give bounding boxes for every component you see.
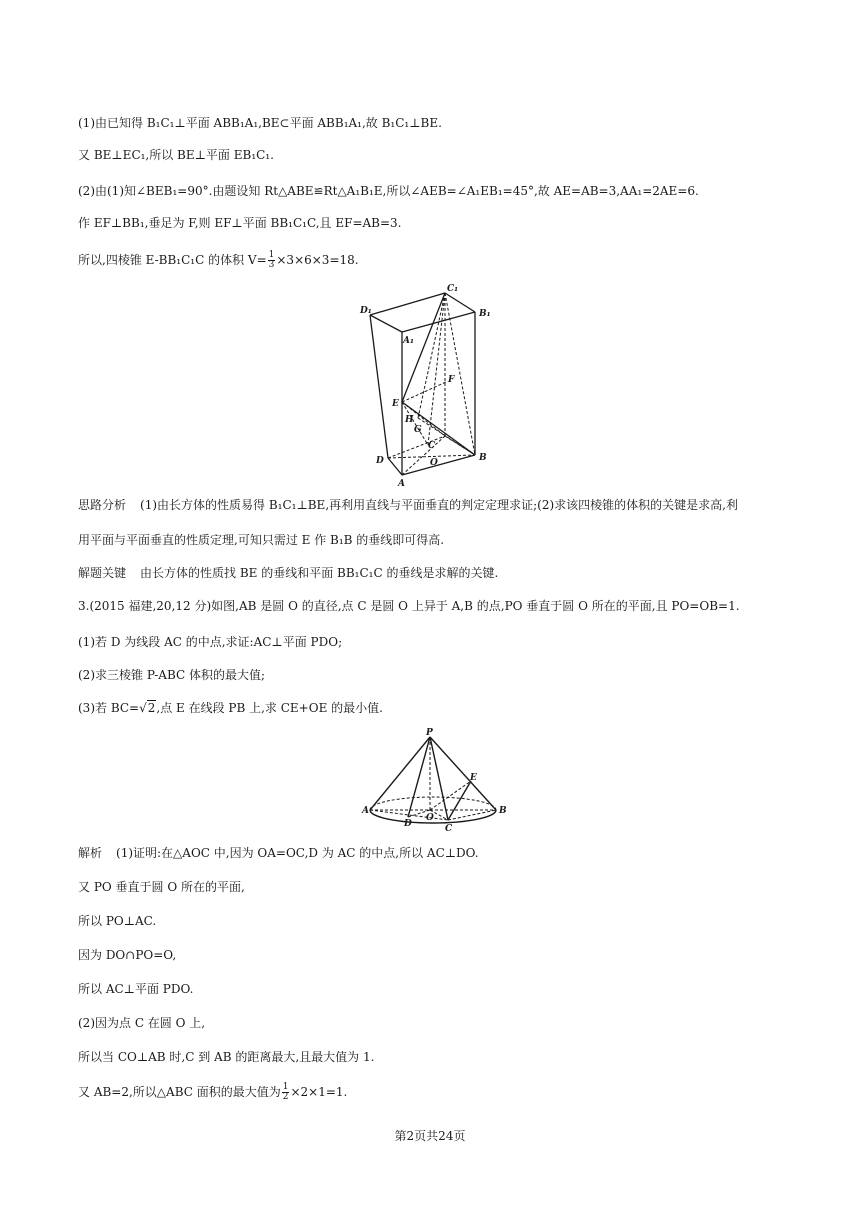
- label-f: F: [448, 375, 455, 385]
- label-a1: A₁: [403, 336, 414, 346]
- analysis-tag: 思路分析: [78, 498, 127, 512]
- solution-line-2: 又 BE⊥EC₁,所以 BE⊥平面 EB₁C₁.: [78, 148, 274, 162]
- solution3-line-1: 解析 (1)证明:在△AOC 中,因为 OA=OC,D 为 AC 的中点,所以 AC⊥DO.: [78, 846, 479, 860]
- solution3-line-5: 所以 AC⊥平面 PDO.: [78, 982, 194, 996]
- label-a2: A: [362, 806, 369, 816]
- problem-3-part-1: (1)若 D 为线段 AC 的中点,求证:AC⊥平面 PDO;: [78, 635, 343, 649]
- label-e: E: [392, 399, 399, 409]
- label-h: H: [405, 415, 414, 425]
- volume-text: 所以,四棱锥 E-BB₁C₁C 的体积 V=: [78, 253, 267, 267]
- label-o: O: [430, 458, 438, 468]
- solution-line-4: 作 EF⊥BB₁,垂足为 F,则 EF⊥平面 BB₁C₁C,且 EF=AB=3.: [78, 216, 402, 230]
- label-c1: C₁: [447, 284, 459, 294]
- solution-line-5: [78, 250, 800, 270]
- key-tag: 解题关键: [78, 566, 127, 580]
- label-d: D: [376, 456, 384, 466]
- solution3-line-7: 所以当 CO⊥AB 时,C 到 AB 的距离最大,且最大值为 1.: [78, 1050, 375, 1064]
- solution3-line-4: 因为 DO∩PO=O,: [78, 948, 177, 962]
- fraction-one-half: $\frac{1}{2}$: [282, 1082, 289, 1102]
- problem-3-statement: 3.(2015 福建,20,12 分)如图,AB 是圆 O 的直径,点 C 是圆 O 上异于 A,B 的点,PO 垂直于圆 O 所在的平面,且 PO=OB=1.: [78, 599, 740, 613]
- problem-3-part-3: (3)若 BC=√2,点 E 在线段 PB 上,求 CE+OE 的最小值.: [78, 701, 383, 715]
- label-b1: B₁: [479, 309, 491, 319]
- fraction-one-third: $\frac{1}{3}$: [268, 250, 275, 270]
- label-d2: D: [404, 819, 412, 829]
- label-p: P: [426, 728, 433, 738]
- solution-line-3: (2)由(1)知∠BEB₁=90°.由题设知 Rt△ABE≌Rt△A₁B₁E,所以∠AEB=∠A₁EB₁=45°,故 AE=AB=3,AA₁=2AE=6.: [78, 184, 699, 198]
- key-line: 解题关键 由长方体的性质找 BE 的垂线和平面 BB₁C₁C 的垂线是求解的关键.: [78, 566, 499, 580]
- label-c2: C: [445, 824, 453, 834]
- solution-line-1: (1)由已知得 B₁C₁⊥平面 ABB₁A₁,BE⊂平面 ABB₁A₁,故 B₁C₁⊥BE.: [78, 116, 442, 130]
- solution3-line-8: 又 AB=2,所以△ABC 面积的最大值为 $\frac{1}{2}$ ×2×1=1.: [78, 1082, 348, 1102]
- analysis-line-2: 用平面与平面垂直的性质定理,可知只需过 E 作 B₁B 的垂线即可得高.: [78, 533, 445, 547]
- label-g: G: [414, 425, 422, 435]
- label-d1: D₁: [360, 306, 372, 316]
- solution3-line-3: 所以 PO⊥AC.: [78, 914, 157, 928]
- label-o2: O: [426, 813, 434, 823]
- label-a: A: [398, 479, 405, 489]
- sqrt-two: √2: [139, 701, 156, 715]
- label-b2: B: [499, 806, 507, 816]
- problem-3-part-2: (2)求三棱锥 P-ABC 体积的最大值;: [78, 668, 266, 682]
- solution-tag: 解析: [78, 846, 103, 860]
- label-c: C: [428, 441, 436, 451]
- label-b: B: [479, 453, 487, 463]
- solution3-line-2: 又 PO 垂直于圆 O 所在的平面,: [78, 880, 245, 894]
- volume-result: ×3×6×3=18.: [276, 253, 359, 267]
- label-e2: E: [470, 773, 477, 783]
- page-footer: 第2页共24页: [394, 1129, 466, 1143]
- solution3-line-6: (2)因为点 C 在圆 O 上,: [78, 1016, 206, 1030]
- analysis-line-1: 思路分析 (1)由长方体的性质易得 B₁C₁⊥BE,再利用直线与平面垂直的判定定理求证;(2)求该四棱锥的体积的关键是求高,利: [78, 498, 738, 512]
